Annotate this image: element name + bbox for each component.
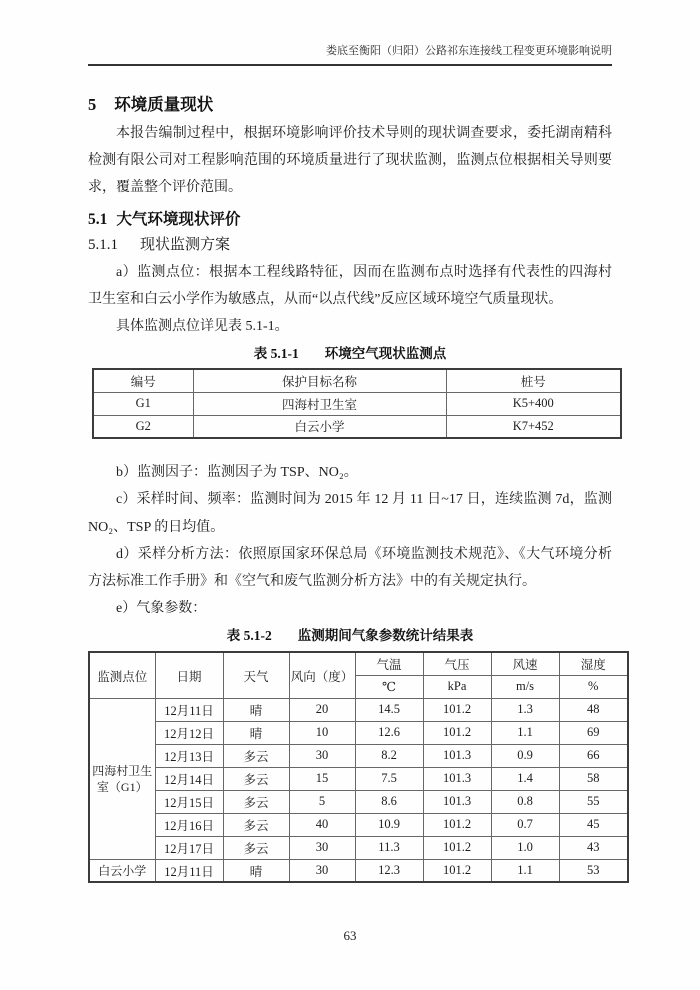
heading-5-1 <box>88 209 612 230</box>
cell: 69 <box>559 721 628 744</box>
cell: 101.2 <box>423 698 491 721</box>
cell: 45 <box>559 813 628 836</box>
paragraph-b: b）监测因子：监测因子为 TSP、NO₂。 <box>116 465 358 481</box>
cell: 0.8 <box>491 790 559 813</box>
page-number: 63 <box>343 928 357 943</box>
table-row <box>89 744 628 767</box>
table-header-row <box>93 369 621 392</box>
cell: 12月13日 <box>155 744 223 767</box>
cell: 白云小学 <box>193 415 446 438</box>
table2-caption <box>88 626 612 646</box>
cell: 晴 <box>223 721 289 744</box>
cell: 1.4 <box>491 767 559 790</box>
unit-header: % <box>559 675 628 698</box>
table2-caption-label: 表 5.1-2 <box>226 628 272 644</box>
column-header: 监测点位 <box>89 652 155 698</box>
cell: 多云 <box>223 744 289 767</box>
cell: 多云 <box>223 813 289 836</box>
cell: 101.3 <box>423 767 491 790</box>
paragraph-e: e）气象参数： <box>116 601 207 617</box>
cell: 0.9 <box>491 744 559 767</box>
cell: 晴 <box>223 698 289 721</box>
site-cell: 白云小学 <box>89 859 155 882</box>
cell: 四海村卫生室 <box>193 392 446 415</box>
column-header: 气压 <box>423 652 491 675</box>
cell: 14.5 <box>355 698 423 721</box>
cell: 40 <box>289 813 355 836</box>
table-row <box>89 813 628 836</box>
cell: 15 <box>289 767 355 790</box>
cell: 12月15日 <box>155 790 223 813</box>
table-row <box>89 698 628 721</box>
heading-5 <box>88 94 612 116</box>
table-row <box>89 836 628 859</box>
heading-5-1-1-number: 5.1.1 <box>88 236 118 253</box>
air-monitoring-points-table <box>92 368 622 439</box>
paragraph-intro: 本报告编制过程中，根据环境影响评价技术导则的现状调查要求，委托湖南精科检测有限公司对工程影响范围的环境质量进行了现状监测，监测点位根据相关导则要求，覆盖整个评价范围。 <box>88 126 612 196</box>
heading-5-1-1 <box>88 235 612 255</box>
cell: 30 <box>289 744 355 767</box>
cell: 12月16日 <box>155 813 223 836</box>
column-header: 编号 <box>93 369 193 392</box>
cell: 101.2 <box>423 859 491 882</box>
column-header: 桩号 <box>446 369 621 392</box>
table-row <box>89 767 628 790</box>
cell: 12月11日 <box>155 859 223 882</box>
site-cell: 四海村卫生室（G1） <box>89 698 155 859</box>
heading-5-title: 环境质量现状 <box>114 96 214 114</box>
page-content <box>88 94 612 883</box>
table1-caption-label: 表 5.1-1 <box>253 346 299 362</box>
cell: 多云 <box>223 836 289 859</box>
cell: 43 <box>559 836 628 859</box>
unit-header: kPa <box>423 675 491 698</box>
running-title: 娄底至衡阳（归阳）公路祁东连接线工程变更环境影响说明 <box>326 45 612 57</box>
cell: 1.0 <box>491 836 559 859</box>
column-header: 天气 <box>223 652 289 698</box>
cell: 12.6 <box>355 721 423 744</box>
table1-caption-title: 环境空气现状监测点 <box>324 346 447 362</box>
cell: 1.1 <box>491 859 559 882</box>
paragraph-c: c）采样时间、频率：监测时间为 2015 年 12 月 11 日~17 日，连续监测 7d，监测 NO₂、TSP 的日均值。 <box>88 492 612 535</box>
page-footer <box>0 928 700 944</box>
cell: 66 <box>559 744 628 767</box>
cell: 0.7 <box>491 813 559 836</box>
cell: G1 <box>93 392 193 415</box>
cell: 12月12日 <box>155 721 223 744</box>
paragraph-d: d）采样分析方法：依照原国家环保总局《环境监测技术规范》、《大气环境分析方法标准工作手册》和《空气和废气监测分析方法》中的有关规定执行。 <box>88 546 612 590</box>
running-header <box>88 0 612 66</box>
table2-caption-title: 监测期间气象参数统计结果表 <box>297 628 474 644</box>
cell: 12.3 <box>355 859 423 882</box>
column-header: 日期 <box>155 652 223 698</box>
cell: 12月14日 <box>155 767 223 790</box>
table-row <box>89 790 628 813</box>
cell: 多云 <box>223 790 289 813</box>
cell: 多云 <box>223 767 289 790</box>
cell: 1.1 <box>491 721 559 744</box>
cell: 10.9 <box>355 813 423 836</box>
cell: K5+400 <box>446 392 621 415</box>
cell: 20 <box>289 698 355 721</box>
cell: 5 <box>289 790 355 813</box>
cell: 晴 <box>223 859 289 882</box>
table-row <box>93 392 621 415</box>
cell: 1.3 <box>491 698 559 721</box>
cell: 48 <box>559 698 628 721</box>
unit-header: m/s <box>491 675 559 698</box>
cell: 8.6 <box>355 790 423 813</box>
heading-5-1-title: 大气环境现状评价 <box>116 210 241 228</box>
cell: K7+452 <box>446 415 621 438</box>
cell: 30 <box>289 859 355 882</box>
cell: 101.2 <box>423 721 491 744</box>
table-header-row <box>89 652 628 675</box>
cell: 7.5 <box>355 767 423 790</box>
paragraph-a2: 具体监测点位详见表 5.1-1。 <box>116 319 289 335</box>
cell: 10 <box>289 721 355 744</box>
table-row <box>89 859 628 882</box>
cell: 12月11日 <box>155 698 223 721</box>
cell: 58 <box>559 767 628 790</box>
table1-caption <box>88 344 612 364</box>
table-row <box>89 721 628 744</box>
cell: 30 <box>289 836 355 859</box>
cell: 53 <box>559 859 628 882</box>
cell: 101.2 <box>423 836 491 859</box>
table-row <box>93 415 621 438</box>
cell: 101.3 <box>423 790 491 813</box>
cell: 55 <box>559 790 628 813</box>
paragraph-a: a）监测点位：根据本工程线路特征，因而在监测布点时选择有代表性的四海村卫生室和白云小学作为敏感点，从而“以点代线”反应区域环境空气质量现状。 <box>88 264 612 307</box>
column-header: 风速 <box>491 652 559 675</box>
weather-parameters-table <box>88 651 629 883</box>
cell: 101.3 <box>423 744 491 767</box>
heading-5-1-1-title: 现状监测方案 <box>140 236 231 253</box>
cell: 8.2 <box>355 744 423 767</box>
cell: 12月17日 <box>155 836 223 859</box>
heading-5-number: 5 <box>88 95 97 114</box>
column-header: 保护目标名称 <box>193 369 446 392</box>
unit-header: ℃ <box>355 675 423 698</box>
cell: 11.3 <box>355 836 423 859</box>
column-header: 风向（度） <box>289 652 355 698</box>
cell: G2 <box>93 415 193 438</box>
column-header: 气温 <box>355 652 423 675</box>
heading-5-1-number: 5.1 <box>88 210 108 228</box>
cell: 101.2 <box>423 813 491 836</box>
column-header: 湿度 <box>559 652 628 675</box>
